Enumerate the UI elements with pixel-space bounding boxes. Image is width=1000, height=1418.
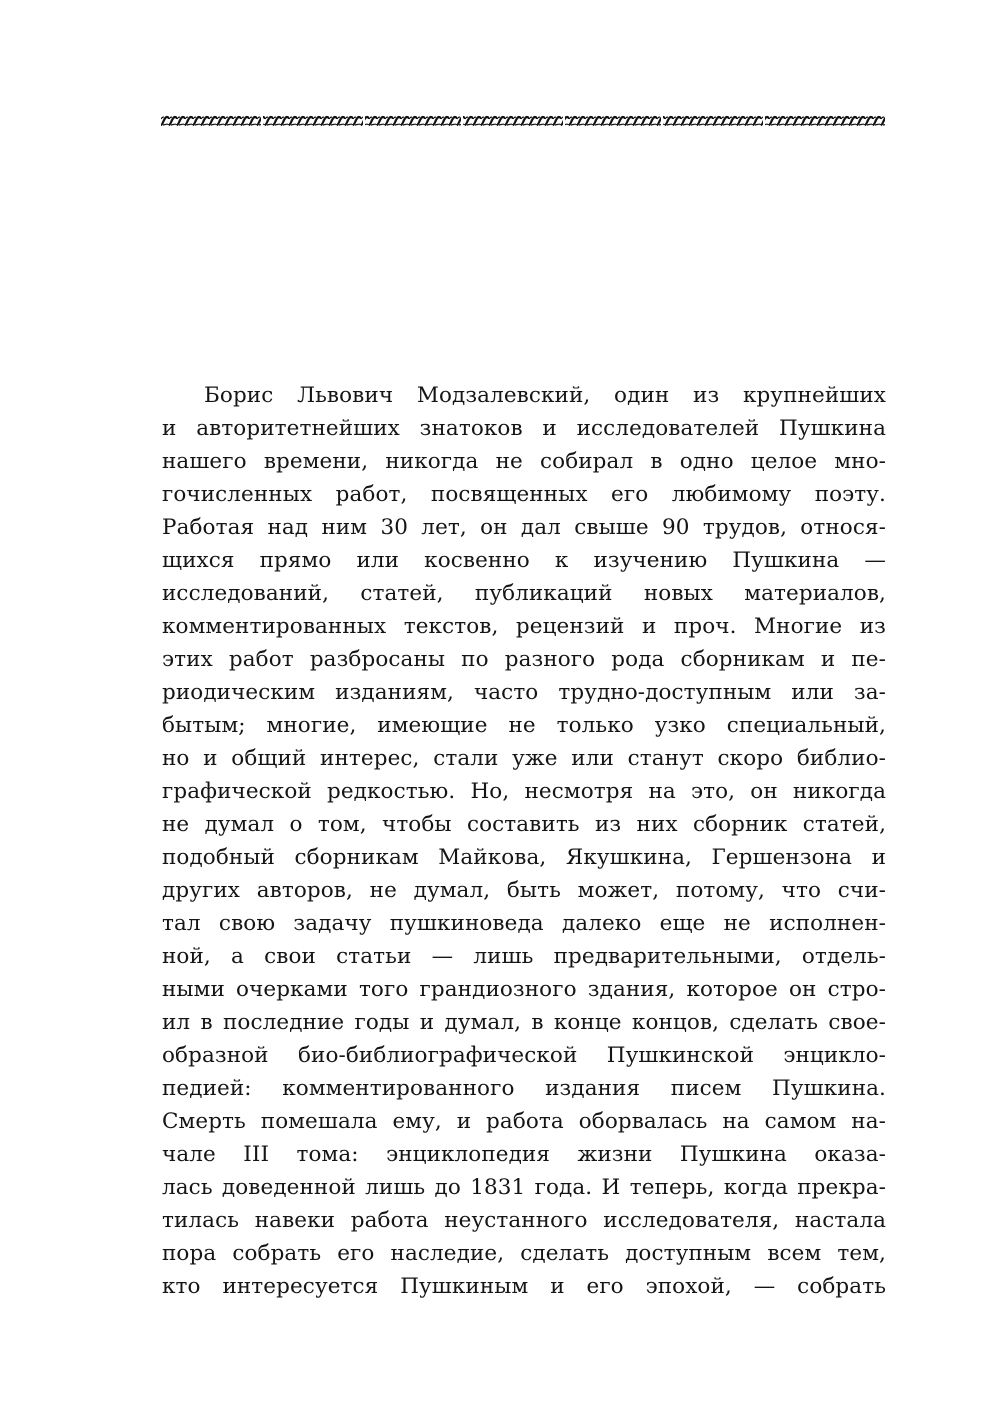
text-line: гочисленных работ, посвященных его любимому поэту. — [162, 482, 886, 507]
text-line: графической редкостью. Но, несмотря на это, он никогда — [162, 779, 886, 804]
text-line: образной био-библиографической Пушкинской энцикло- — [162, 1043, 886, 1068]
text-line: исследований, статей, публикаций новых материалов, — [162, 581, 886, 606]
text-line: ил в последние годы и думал, в конце концов, сделать свое- — [162, 1010, 886, 1035]
text-line: этих работ разбросаны по разного рода сборникам и пе- — [162, 647, 886, 672]
text-line: не думал о том, чтобы составить из них сборник статей, — [162, 812, 886, 837]
text-line: педией: комментированного издания писем Пушкина. — [162, 1076, 886, 1101]
text-line: нашего времени, никогда не собирал в одно целое мно- — [162, 449, 886, 474]
text-line: ными очерками того грандиозного здания, которое он стро- — [162, 977, 886, 1002]
text-line: пора собрать его наследие, сделать доступным всем тем, — [162, 1241, 886, 1266]
text-line: Работая над ним 30 лет, он дал свыше 90 трудов, относя- — [162, 515, 886, 540]
text-line: тал свою задачу пушкиноведа далеко еще не исполнен- — [162, 911, 886, 936]
text-line: подобный сборникам Майкова, Якушкина, Гершензона и — [162, 845, 886, 870]
text-line: тилась навеки работа неустанного исследователя, настала — [162, 1208, 886, 1233]
text-line: комментированных текстов, рецензий и проч. Многие из — [162, 614, 886, 639]
text-line: щихся прямо или косвенно к изучению Пушкина — — [162, 548, 886, 573]
text-line: чале III тома: энциклопедия жизни Пушкина оказа- — [162, 1142, 886, 1167]
text-line: ной, а свои статьи — лишь предварительными, отдель- — [162, 944, 886, 969]
text-line: бытым; многие, имеющие не только узко специальный, — [162, 713, 886, 738]
text-line: риодическим изданиям, часто трудно-доступным или за- — [162, 680, 886, 705]
text-line: но и общий интерес, стали уже или станут скоро библио- — [162, 746, 886, 771]
decorative-rule — [161, 115, 885, 127]
text-line: других авторов, не думал, быть может, потому, что счи- — [162, 878, 886, 903]
text-line: и авторитетнейших знатоков и исследователей Пушкина — [162, 416, 886, 441]
text-line: Борис Львович Модзалевский, один из крупнейших — [204, 383, 886, 408]
text-line: кто интересуется Пушкиным и его эпохой, — собрать — [162, 1274, 886, 1299]
body-paragraph — [162, 379, 886, 1303]
text-line: лась доведенной лишь до 1831 года. И теперь, когда прекра- — [162, 1175, 886, 1200]
text-line: Смерть помешала ему, и работа оборвалась на самом на- — [162, 1109, 886, 1134]
